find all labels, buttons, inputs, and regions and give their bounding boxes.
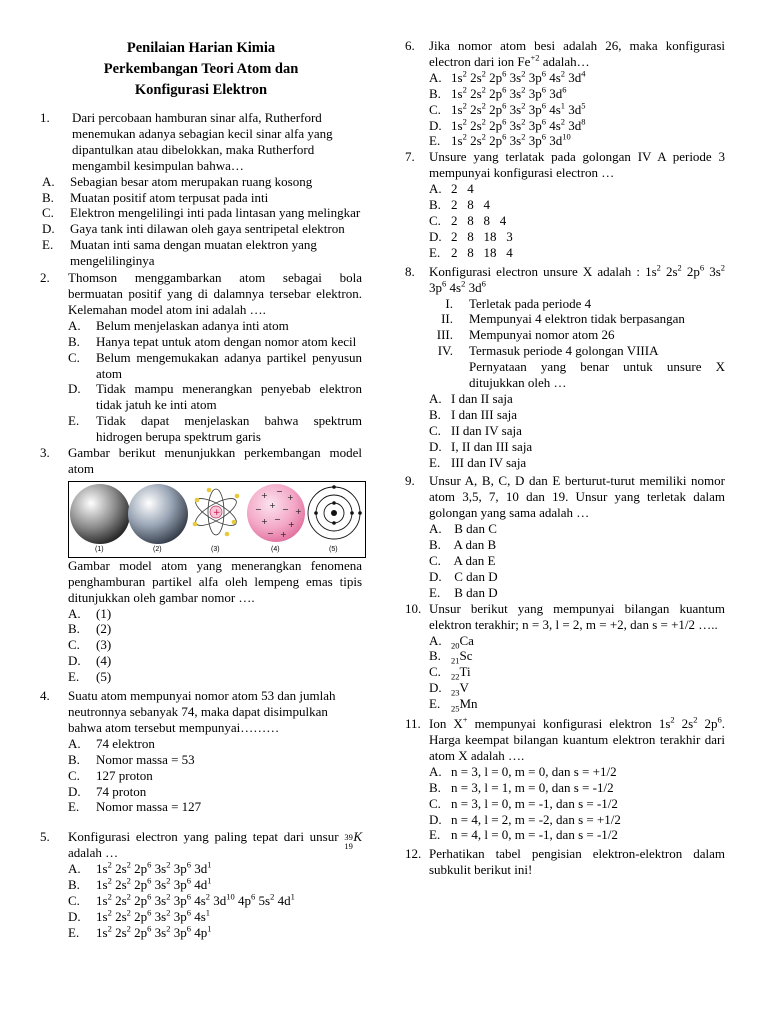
svg-text:+: + [269, 500, 276, 510]
option-c[interactable]: C. II dan IV saja [429, 422, 522, 438]
option-e[interactable]: E. n = 4, l = 0, m = -1, dan s = -1/2 [429, 827, 618, 843]
model-1-solid-sphere [70, 484, 130, 544]
caption-2: (2) [153, 545, 162, 553]
question-11: 11. Ion X+ mempunyai konfigurasi elektron $1s^2$ $2s^2$ $2p^6$. Harga keempat bilangan kuantum elektron terakhir dari atom X adalah …. A. n = 3, l = 0, m = 0, dan s = +1/2 B. n = 3, l = 1, m = 0, dan s = -1/2 C. n = 3, l = 0, m = -1, dan s = -1/2 D. n = 4, l = 2, m = -2, dan s = +1/2 E. n = 4, l = 0, m = -1, dan s = -1/2 [405, 714, 726, 843]
question-5: 5. Konfigurasi electron yang paling tepat dari unsur 39 19 K adalah … A. $1s^2$ $2s^2$ $2p^6$ $3s^2$ $3p^6$ $3d^1$ B. $1s^2$ $2s^2$ $2p^6$ $3s^2$ $3p^6$ $4d^1$ C. $1s^2$ $2s^2$ $2p^6$ $3s^2$ $3p^6$ $4s^2$ $3d^{10}$ $4p^6$ $5s^2$ $4d^1$ D. $1s^2$ $2s^2$ $2p^6$ $3s^2$ $3p^6$ $4s^1$ E. $1s^2$ $2s^2$ $2p^6$ $3s^2$ $3p^6$ $4p^1$ [40, 829, 362, 940]
svg-text:−: − [274, 514, 281, 524]
right-column [405, 38, 725, 878]
option-c[interactable]: C. 2 8 8 4 [429, 212, 507, 228]
svg-text:+: + [287, 492, 294, 502]
question-4: 4. Suatu atom mempunyai nomor atom 53 dan jumlah neutronnya sebanyak 74, maka dapat disimpulkan bahwa atom tersebut mempunyai……… A. 74 elektron B. Nomor massa = 53 C. 127 proton D. 74 proton E. Nomor massa = 127 [40, 688, 362, 815]
option-e[interactable]: E. 2 8 18 4 [429, 244, 513, 260]
option-c[interactable]: C. n = 3, l = 0, m = -1, dan s = -1/2 [429, 795, 618, 811]
question-12: 12. Perhatikan tabel pengisian elektron-elektron dalam subkulit berikut ini! [405, 846, 725, 878]
option-e[interactable]: E. $1s^2$ $2s^2$ $2p^6$ $3s^2$ $3p^6$ $3d^{10}$ [429, 132, 571, 149]
option-e[interactable]: E. $1s^2$ $2s^2$ $2p^6$ $3s^2$ $3p^6$ $4p^1$ [68, 923, 212, 940]
option-b[interactable]: B. (2) [68, 621, 112, 637]
question-8: 8. Konfigurasi electron unsure X adalah : $1s^2$ $2s^2$ $2p^6$ $3s^2$ $3p^6$ $4s^2$ $3d^6$ I. Terletak pada periode 4 II. Mempunyai 4 elektron tidak berpasangan III. Mempunyai nomor atom 26 IV. Termasuk periode 4 golongan VIIIA Pernyataan yang benar untuk unsure X ditujukkan oleh … A. I dan II saja B. I dan III saja C. II dan IV saja D. I, II dan III saja E. III dan IV saja [405, 262, 726, 470]
question-7: 7. Unsure yang terlatak pada golongan IV A periode 3 mempunyai konfigurasi electron … A. 2 4 B. 2 8 4 C. 2 8 8 4 D. 2 8 18 3 E. 2 8 18 4 [405, 149, 725, 260]
option-a[interactable]: A. I dan II saja [429, 390, 513, 406]
option-c[interactable]: C. 127 proton [68, 767, 153, 783]
question-number: 1. [40, 110, 50, 125]
option-c[interactable]: C. A dan E [429, 553, 496, 568]
option-e[interactable]: E. III dan IV saja [429, 454, 527, 470]
option-c[interactable]: C. $1s^2$ $2s^2$ $2p^6$ $3s^2$ $3p^6$ $4s^1$ $3d^5$ [429, 100, 586, 117]
option-b[interactable]: B. Nomor massa = 53 [68, 751, 195, 767]
option-d[interactable]: D. 74 proton [68, 783, 147, 799]
option-e[interactable]: E. B dan D [429, 584, 498, 600]
figure-captions [69, 545, 365, 555]
question-10: 10. Unsur berikut yang mempunyai bilangan kuantum elektron terakhir; n = 3, l = 2, m = +2, dan s = +1/2 ….. A. $_{20}$Ca B. $_{21}$Sc C. $_{22}$Ti D. $_{23}$V E. $_{25}$Mn [405, 600, 725, 714]
svg-text:+: + [280, 529, 287, 539]
option-e[interactable]: E. $_{25}$Mn [429, 696, 478, 714]
option-c[interactable]: C. $1s^2$ $2s^2$ $2p^6$ $3s^2$ $3p^6$ $4s^2$ $3d^{10}$ $4p^6$ $5s^2$ $4d^1$ [68, 891, 295, 908]
option-d[interactable]: D. Gaya tank inti dilawan oleh gaya sentripetal elektron [42, 221, 345, 237]
option-a[interactable]: A. $1s^2$ $2s^2$ $2p^6$ $3s^2$ $3p^6$ $4s^2$ $3d^4$ [429, 68, 586, 85]
option-a[interactable]: A. Belum menjelaskan adanya inti atom [68, 317, 289, 333]
option-d[interactable]: D. Tidak mampu menerangkan penyebab elektron tidak jatuh ke inti atom [68, 381, 362, 413]
caption-4: (4) [271, 545, 280, 553]
caption-1: (1) [95, 545, 104, 553]
statement-3: III. Mempunyai nomor atom 26 [436, 327, 615, 343]
statement-1: I. Terletak pada periode 4 [445, 295, 592, 311]
option-a[interactable]: A. B dan C [429, 521, 497, 537]
option-b[interactable]: B. Muatan positif atom terpusat pada inti [42, 189, 269, 205]
svg-text:+: + [288, 519, 295, 529]
left-column [40, 38, 362, 941]
option-b[interactable]: B. $_{21}$Sc [429, 648, 473, 667]
svg-text:+: + [295, 506, 302, 516]
option-d[interactable]: D. $1s^2$ $2s^2$ $2p^6$ $3s^2$ $3p^6$ $4s^1$ [68, 907, 210, 924]
option-d[interactable]: D. n = 4, l = 2, m = -2, dan s = +1/2 [429, 811, 621, 827]
option-b[interactable]: B. $1s^2$ $2s^2$ $2p^6$ $3s^2$ $3p^6$ $3d^6$ [429, 84, 567, 101]
page-title: Penilaian Harian Kimia Perkembangan Teori Atom dan Konfigurasi Elektron [103, 40, 299, 98]
option-b[interactable]: B. I dan III saja [429, 406, 518, 422]
option-d[interactable]: D. C dan D [429, 568, 498, 584]
option-d[interactable]: D. (4) [68, 653, 112, 669]
question-3: 3. Gambar berikut menunjukkan perkembangan model atom + + − + − + − + + − + − + (1) (2) (3) (4) (5) Gambar model atom yang menerangkan fenomena penghamburan partikel alfa oleh lempeng emas tipis ditunjukkan oleh gambar nomor …. A. (1) B. (2) C. (3) D. (4) E. (5) [40, 445, 362, 685]
potassium-nuclide-notation: 39 19 [344, 832, 353, 852]
question-text: Dari percobaan hamburan sinar alfa, Rutherford menemukan adanya sebagian kecil sinar alfa yang dipantulkan atau dibelokkan, maka Rutherford mengambil kesimpulan bahwa… [72, 110, 333, 173]
option-a[interactable]: A. (1) [68, 605, 112, 621]
option-d[interactable]: D. $_{23}$V [429, 680, 469, 698]
option-d[interactable]: D. $1s^2$ $2s^2$ $2p^6$ $3s^2$ $3p^6$ $4s^2$ $3d^8$ [429, 116, 586, 133]
option-a[interactable]: A. 74 elektron [68, 735, 155, 751]
option-b[interactable]: B. n = 3, l = 1, m = 0, dan s = -1/2 [429, 779, 614, 795]
option-d[interactable]: D. 2 8 18 3 [429, 228, 513, 244]
svg-text:−: − [255, 504, 262, 514]
options-list [8, 174, 362, 269]
svg-text:−: − [267, 528, 274, 538]
caption-3: (3) [211, 545, 220, 553]
question-9: 9. Unsur A, B, C, D dan E berturut-turut memiliki nomor atom 3,5, 7, 10 dan 19. Unsur yang terletak dalam golongan yang sama adalah … A. B dan C B. A dan B C. A dan E D. C dan D E. B dan D [405, 473, 725, 600]
statements-list: I. Terletak pada periode 4 II. Mempunyai 4 elektron tidak berpasangan III. Mempunyai nomor atom 26 IV. Termasuk periode 4 golongan VIIIA Pernyataan yang benar untuk unsure X ditujukkan oleh … [405, 296, 725, 391]
svg-text:+: + [213, 507, 221, 518]
option-e[interactable]: E. Nomor massa = 127 [68, 799, 202, 815]
option-a[interactable]: A. Sebagian besar atom merupakan ruang kosong [42, 173, 313, 189]
option-e[interactable]: E. Tidak dapat menjelaskan bahwa spektrum hidrogen berupa spektrum garis [68, 413, 362, 445]
svg-text:+: + [261, 516, 268, 526]
svg-text:−: − [276, 486, 283, 496]
option-e[interactable]: E. (5) [68, 669, 112, 685]
atom-models-figure [68, 481, 366, 558]
caption-5: (5) [329, 545, 338, 553]
option-a[interactable]: A. n = 3, l = 0, m = 0, dan s = +1/2 [429, 763, 617, 779]
question-6: 6. Jika nomor atom besi adalah 26, maka konfigurasi electron dari ion $Fe^{+2}$ adalah… A. $1s^2$ $2s^2$ $2p^6$ $3s^2$ $3p^6$ $4s^2$ $3d^4$ B. $1s^2$ $2s^2$ $2p^6$ $3s^2$ $3p^6$ $3d^6$ C. $1s^2$ $2s^2$ $2p^6$ $3s^2$ $3p^6$ $4s^1$ $3d^5$ D. $1s^2$ $2s^2$ $2p^6$ $3s^2$ $3p^6$ $4s^2$ $3d^8$ E. $1s^2$ $2s^2$ $2p^6$ $3s^2$ $3p^6$ $3d^{10}$ [405, 38, 725, 149]
statement-4: IV. Termasuk periode 4 golongan VIIIA [437, 343, 659, 359]
option-c[interactable]: C. $_{22}$Ti [429, 664, 471, 682]
option-b[interactable]: B. Hanya tepat untuk atom dengan nomor atom kecil [68, 333, 357, 349]
option-b[interactable]: B. 2 8 4 [429, 197, 490, 213]
option-a[interactable]: A. $_{20}$Ca [429, 632, 474, 651]
option-c[interactable]: C. (3) [68, 637, 112, 653]
option-c[interactable]: C. Belum mengemukakan adanya partikel penyusun atom [68, 349, 362, 381]
question-2: 2. Thomson menggambarkan atom sebagai bola bermuatan positif yang di dalamnya tersebar elektron. Kelemahan model atom ini adalah …. A. Belum menjelaskan adanya inti atom B. Hanya tepat untuk atom dengan nomor atom kecil C. Belum mengemukakan adanya partikel penyusun atom D. Tidak mampu menerangkan penyebab elektron tidak jatuh ke inti atom E. Tidak dapat menjelaskan bahwa spektrum hidrogen berupa spektrum garis [40, 270, 362, 445]
model-2-sphere [128, 484, 188, 544]
option-c[interactable]: C. Elektron mengelilingi inti pada lintasan yang melingkar [42, 205, 361, 221]
option-b[interactable]: B. A dan B [429, 537, 497, 553]
svg-text:−: − [282, 504, 289, 514]
option-a[interactable]: A. 2 4 [429, 181, 474, 197]
question-1 [40, 110, 362, 269]
statement-2: II. Mempunyai 4 elektron tidak berpasangan [441, 311, 685, 327]
option-e[interactable]: E. Muatan inti sama dengan muatan elektron yang mengelilinginya [42, 237, 317, 269]
svg-text:+: + [261, 490, 268, 500]
option-b[interactable]: B. $1s^2$ $2s^2$ $2p^6$ $3s^2$ $3p^6$ $4d^1$ [68, 875, 212, 893]
option-a[interactable]: A. $1s^2$ $2s^2$ $2p^6$ $3s^2$ $3p^6$ $3d^1$ [68, 859, 212, 877]
option-d[interactable]: D. I, II dan III saja [429, 438, 533, 454]
